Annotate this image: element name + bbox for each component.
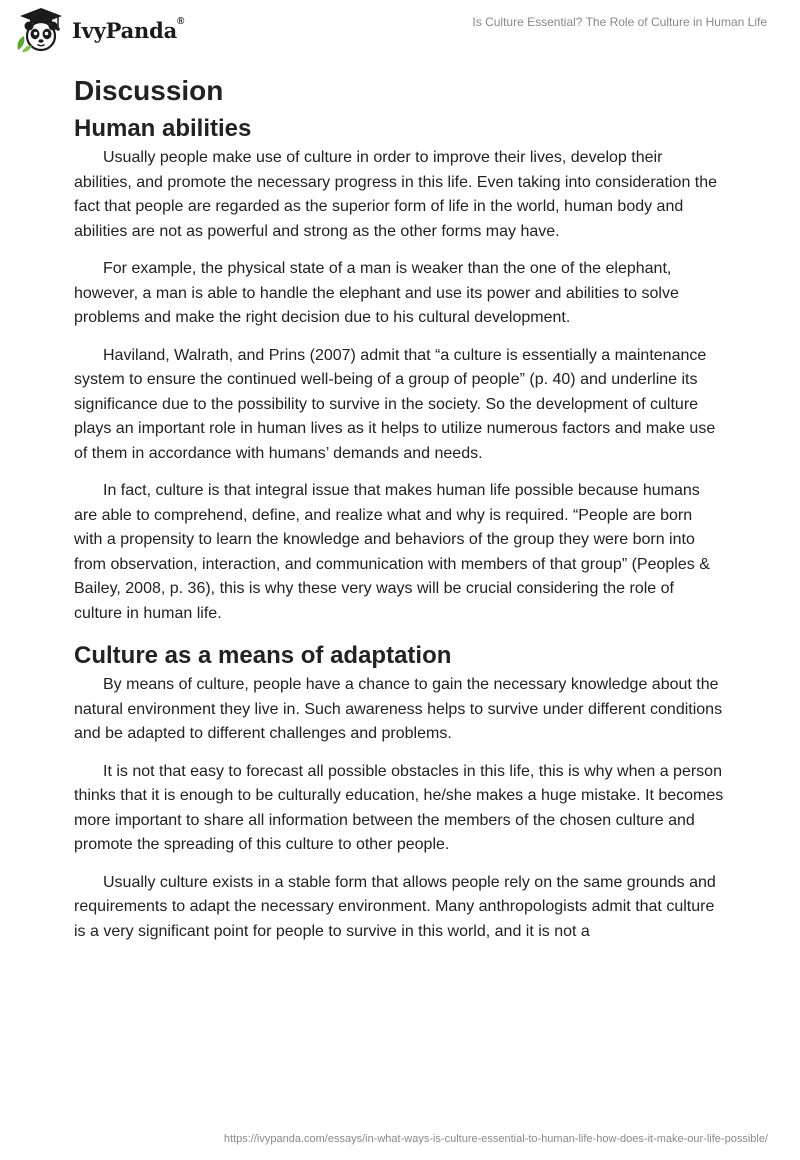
source-url[interactable]: https://ivypanda.com/essays/in-what-ways-is-culture-essential-to-human-life-how-does-it-make-our-life-possible/ — [223, 1133, 768, 1145]
article-body — [74, 70, 724, 957]
paragraph: For example, the physical state of a man is weaker than the one of the elephant, however, a man is able to handle the elephant and use its power and abilities to solve problems and make the right decision due to his cultural development. — [74, 260, 679, 326]
brand-logo[interactable] — [14, 6, 184, 54]
paragraph: By means of culture, people have a chance to gain the necessary knowledge about the natural environment they live in. Such awareness helps to survive under different conditions and be adapted to different challenges and problems. — [74, 676, 723, 742]
paragraph: It is not that easy to forecast all possible obstacles in this life, this is why when a person thinks that it is enough to be culturally education, he/she makes a huge mistake. It becomes more important to share all information between the members of the chosen culture and promote the spreading of this culture to other people. — [74, 762, 724, 853]
subsection-title-culture-adaptation: Culture as a means of adaptation — [74, 642, 452, 669]
document-title: Is Culture Essential? The Role of Culture in Human Life — [472, 15, 767, 29]
paragraph: Haviland, Walrath, and Prins (2007) admit that “a culture is essentially a maintenance system to ensure the continued well-being of a group of people” (p. 40) and underline its significance due to the possibility to survive in the society. So the development of culture plays an important role in human lives as it helps to utilize numerous factors and make use of them in accordance with humans’ demands and needs. — [74, 346, 716, 462]
subsection-title-human-abilities: Human abilities — [74, 115, 252, 142]
section-title: Discussion — [74, 75, 224, 106]
registered-mark: ® — [177, 15, 185, 27]
brand-name-text: IvyPanda — [72, 17, 178, 43]
page-header — [0, 0, 800, 60]
paragraph: Usually culture exists in a stable form that allows people rely on the same grounds and requirements to adapt the necessary environment. Many anthropologists admit that culture is a very significant point for people to survive in this world, and it is not a — [74, 873, 716, 940]
brand-name — [72, 15, 185, 43]
paragraph: Usually people make use of culture in order to improve their lives, develop their abilities, and promote the necessary progress in this life. Even taking into consideration the fact that people are regarded as the superior form of life in the world, human body and abilities are not as powerful and strong as the other forms may have. — [74, 149, 718, 240]
paragraph: In fact, culture is that integral issue that makes human life possible because humans are able to comprehend, define, and realize what and why is required. “People are born with a propensity to learn the knowledge and behaviors of the group they were born into from observation, interaction, and communication with members of that group” (Peoples & Bailey, 2008, p. 36), this is why these very ways will be crucial considering the role of culture in human life. — [74, 482, 710, 622]
panda-graduate-logo-icon — [14, 6, 66, 54]
